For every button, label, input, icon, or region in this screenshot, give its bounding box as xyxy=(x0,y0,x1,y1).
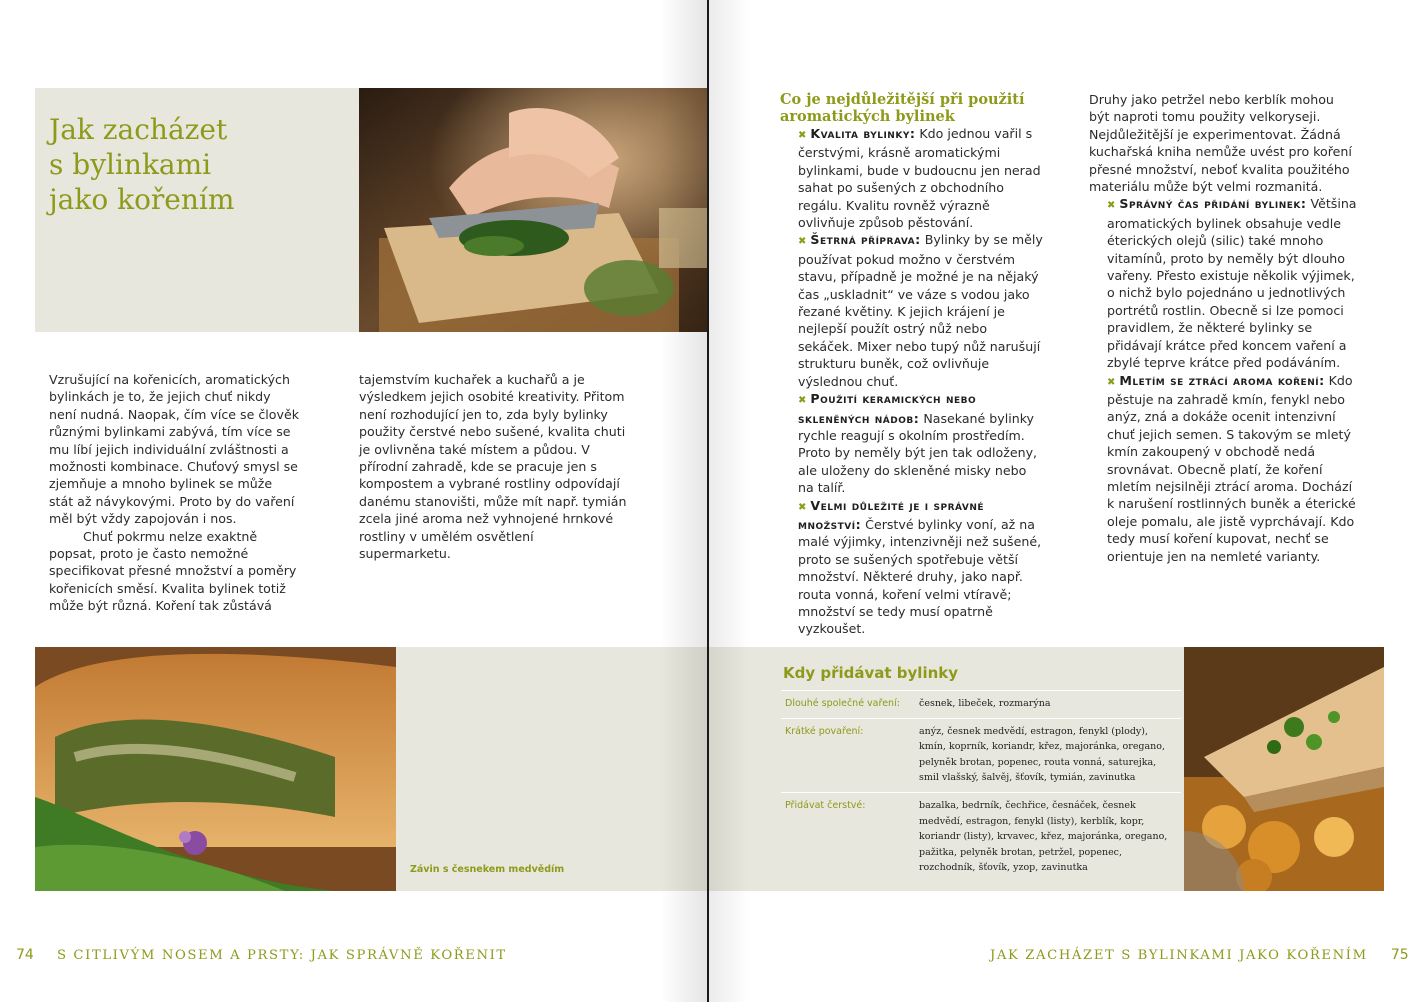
running-head-right: JAK ZACHÁZET S BYLINKAMI JAKO KOŘENÍM xyxy=(990,948,1368,963)
tip-text: Nasekané bylinky rychle reagují s okolním prostředím. Proto by neměly být jen tak odloženy, ale uloženy do skleněné misky nebo na talíř. xyxy=(798,410,1038,496)
title-line-1: Jak zacházet xyxy=(49,113,228,146)
leaf-bullet-icon: ✖ xyxy=(1107,376,1116,388)
herb-timing-table xyxy=(781,664,1181,882)
tip-label: Velmi důležité je i správné množství: xyxy=(798,497,985,532)
page-number-right: 75 xyxy=(1390,947,1409,963)
paragraph: tajemstvím kuchařek a kuchařů a je výsledkem jejich osobité kreativity. Přitom není rozhodující jen to, zda byly bylinky použity čerstvé nebo sušené, kvalita chuti je ovlivněna také místem a půdou. V přírodní zahradě, kde se pracuje jen s kompostem a vybrané rostliny odpovídají danému stanovišti, může mít např. tymián zcela jiné aroma než vyhnojené hrnkové rostliny v umělém osvětlení supermarketu. xyxy=(359,372,627,562)
tip-text: Bylinky by se měly používat pokud možno v čerstvém stavu, případně je možné je na nějaký čas „uskladnit“ ve váze s vodou jako řezané květiny. K jejich krájení je nejlepší použít ostrý nůž nebo sekáček. Mixer nebo tupý nůž narušují strukturu buněk, což ovlivňuje výslednou chuť. xyxy=(798,232,1043,389)
table-row xyxy=(781,792,1181,882)
right-column-2 xyxy=(1089,91,1357,565)
tip-text: Čerstvé bylinky voní, až na malé výjimky, intenzivněji než sušené, proto se sušených spotřebuje větší množství. Některé druhy, jako např. routa vonná, koření velmi vtíravě; množství se tedy musí opatrně vyzkoušet. xyxy=(798,516,1042,637)
leaf-bullet-icon: ✖ xyxy=(798,130,807,141)
tip-text: Kdo jednou vařil s čerstvými, krásně aromatickými bylinkami, bude v budoucnu jen nerad sahat po sušených z obchodního regálu. Kvalitu rovněž výrazně ovlivňuje způsob pěstování. xyxy=(798,126,1041,231)
footer-left xyxy=(16,947,507,963)
tip-1 xyxy=(780,125,1045,231)
section-heading: Co je nejdůležitější při použití aromatických bylinek xyxy=(780,91,1025,125)
tip-3 xyxy=(780,390,1045,496)
table-row xyxy=(781,690,1181,718)
photo-herbs-on-board xyxy=(1184,647,1384,891)
tip-label: Kvalita bylinky: xyxy=(810,126,916,141)
page-number-left: 74 xyxy=(16,947,34,963)
tip-label: Správný čas přidání bylinek: xyxy=(1119,196,1307,212)
tip-2 xyxy=(780,231,1045,390)
paragraph: Chuť pokrmu nelze exaktně popsat, proto je často nemožné specifikovat přesné množství a poměry kořenicích směsí. Kvalita bylinek totiž může být různá. Koření tak zůstává xyxy=(49,528,297,614)
table-row-key: Dlouhé společné vaření: xyxy=(785,698,900,709)
table-row xyxy=(781,718,1181,792)
left-column-2 xyxy=(359,371,627,562)
table-row-value: anýz, česnek medvědí, estragon, fenykl (plody), kmín, koprník, koriandr, křez, majoránka, oregano, pelyněk brotan, popenec, routa vonná, saturejka, smil vlašský, šalvěj, šťovík, tymián, zavinutka xyxy=(919,725,1166,784)
tip-5 xyxy=(1089,195,1357,371)
tip-4 xyxy=(780,497,1045,638)
table-row-key: Přidávat čerstvé: xyxy=(785,799,866,811)
title-box xyxy=(35,88,359,332)
right-column-1 xyxy=(780,91,1045,638)
tip-label: Použití keramických nebo skleněných nádob: xyxy=(798,391,977,426)
photo-chopping-herbs xyxy=(359,88,707,332)
left-column-1 xyxy=(49,371,299,615)
tip-label: Šetrná příprava: xyxy=(810,232,921,248)
table-row-key: Krátké povaření: xyxy=(785,725,864,737)
photo-caption: Závin s česnekem medvědím xyxy=(410,864,565,875)
tip-text: Většina aromatických bylinek obsahuje vedle éterických olejů (silic) také mnoho vitamínů, proto by neměly být dlouho vařeny. Přesto existuje několik výjimek, o nichž bylo pojednáno u jednotlivých portrétů rostlin. Obecně si lze pomoci pravidlem, že některé bylinky se přidávají krátce před koncem vaření a zbylé teprve krátce před podáváním. xyxy=(1107,196,1357,371)
paragraph: Vzrušující na kořenicích, aromatických bylinkách je to, že jejich chuť nikdy není nudná. Naopak, čím více se člověk různými bylinkami zabývá, tím více se mu líbí jejich individuální zvláštnosti a možnosti kombinace. Chuťový smysl se zjemňuje a mnoho bylinek se může stát až návykovými. Proto by do vaření měl být vždy zapojován i nos. xyxy=(49,372,299,527)
page-title xyxy=(49,112,234,217)
title-line-3: jako kořením xyxy=(49,183,235,216)
running-head-left: S CITLIVÝM NOSEM A PRSTY: JAK SPRÁVNĚ KOŘENIT xyxy=(57,948,507,963)
leaf-bullet-icon: ✖ xyxy=(798,501,807,513)
book-gutter xyxy=(707,0,709,1002)
table-row-value: bazalka, bedrník, čechřice, česnáček, česnek medvědí, estragon, fenykl (listy), kerblík, kopr, koriandr (listy), krvavec, křez, majoránka, oregano, pažitka, pelyněk brotan, petržel, popenec, rozchodník, šťovík, yzop, zavinutka xyxy=(919,799,1168,874)
leaf-bullet-icon: ✖ xyxy=(1107,200,1116,212)
title-line-2: s bylinkami xyxy=(49,148,212,181)
table-title: Kdy přidávat bylinky xyxy=(783,664,959,682)
tip-label: Mletím se ztrácí aroma koření: xyxy=(1119,372,1325,388)
leaf-bullet-icon: ✖ xyxy=(798,395,807,407)
photo-strudel xyxy=(35,647,396,891)
table-row-value: česnek, libeček, rozmarýna xyxy=(919,698,1051,709)
leaf-bullet-icon: ✖ xyxy=(798,236,807,248)
paragraph: Druhy jako petržel nebo kerblík mohou být naproti tomu použity velkoryseji. Nejdůležitější je experimentovat. Žádná kuchařská kniha nemůže uvést pro koření přesné množství, neboť kvalita použitého materiálu může být velmi rozmanitá. xyxy=(1089,92,1352,195)
tip-text: Kdo pěstuje na zahradě kmín, fenykl nebo anýz, zná a dokáže ocenit intenzivní chuť jejich semen. S takovým se mletý kmín zakoupený v obchodě nedá srovnávat. Obecně platí, že koření mletím nejsilněji ztrácí aroma. Dochází k narušení rostlinných buněk a éterické oleje pomalu, ale jistě vyprchávají. Kdo tedy musí koření kupovat, nechť se orientuje jen na nemleté varianty. xyxy=(1107,372,1356,564)
footer-right xyxy=(990,947,1409,963)
tip-6 xyxy=(1089,372,1357,565)
